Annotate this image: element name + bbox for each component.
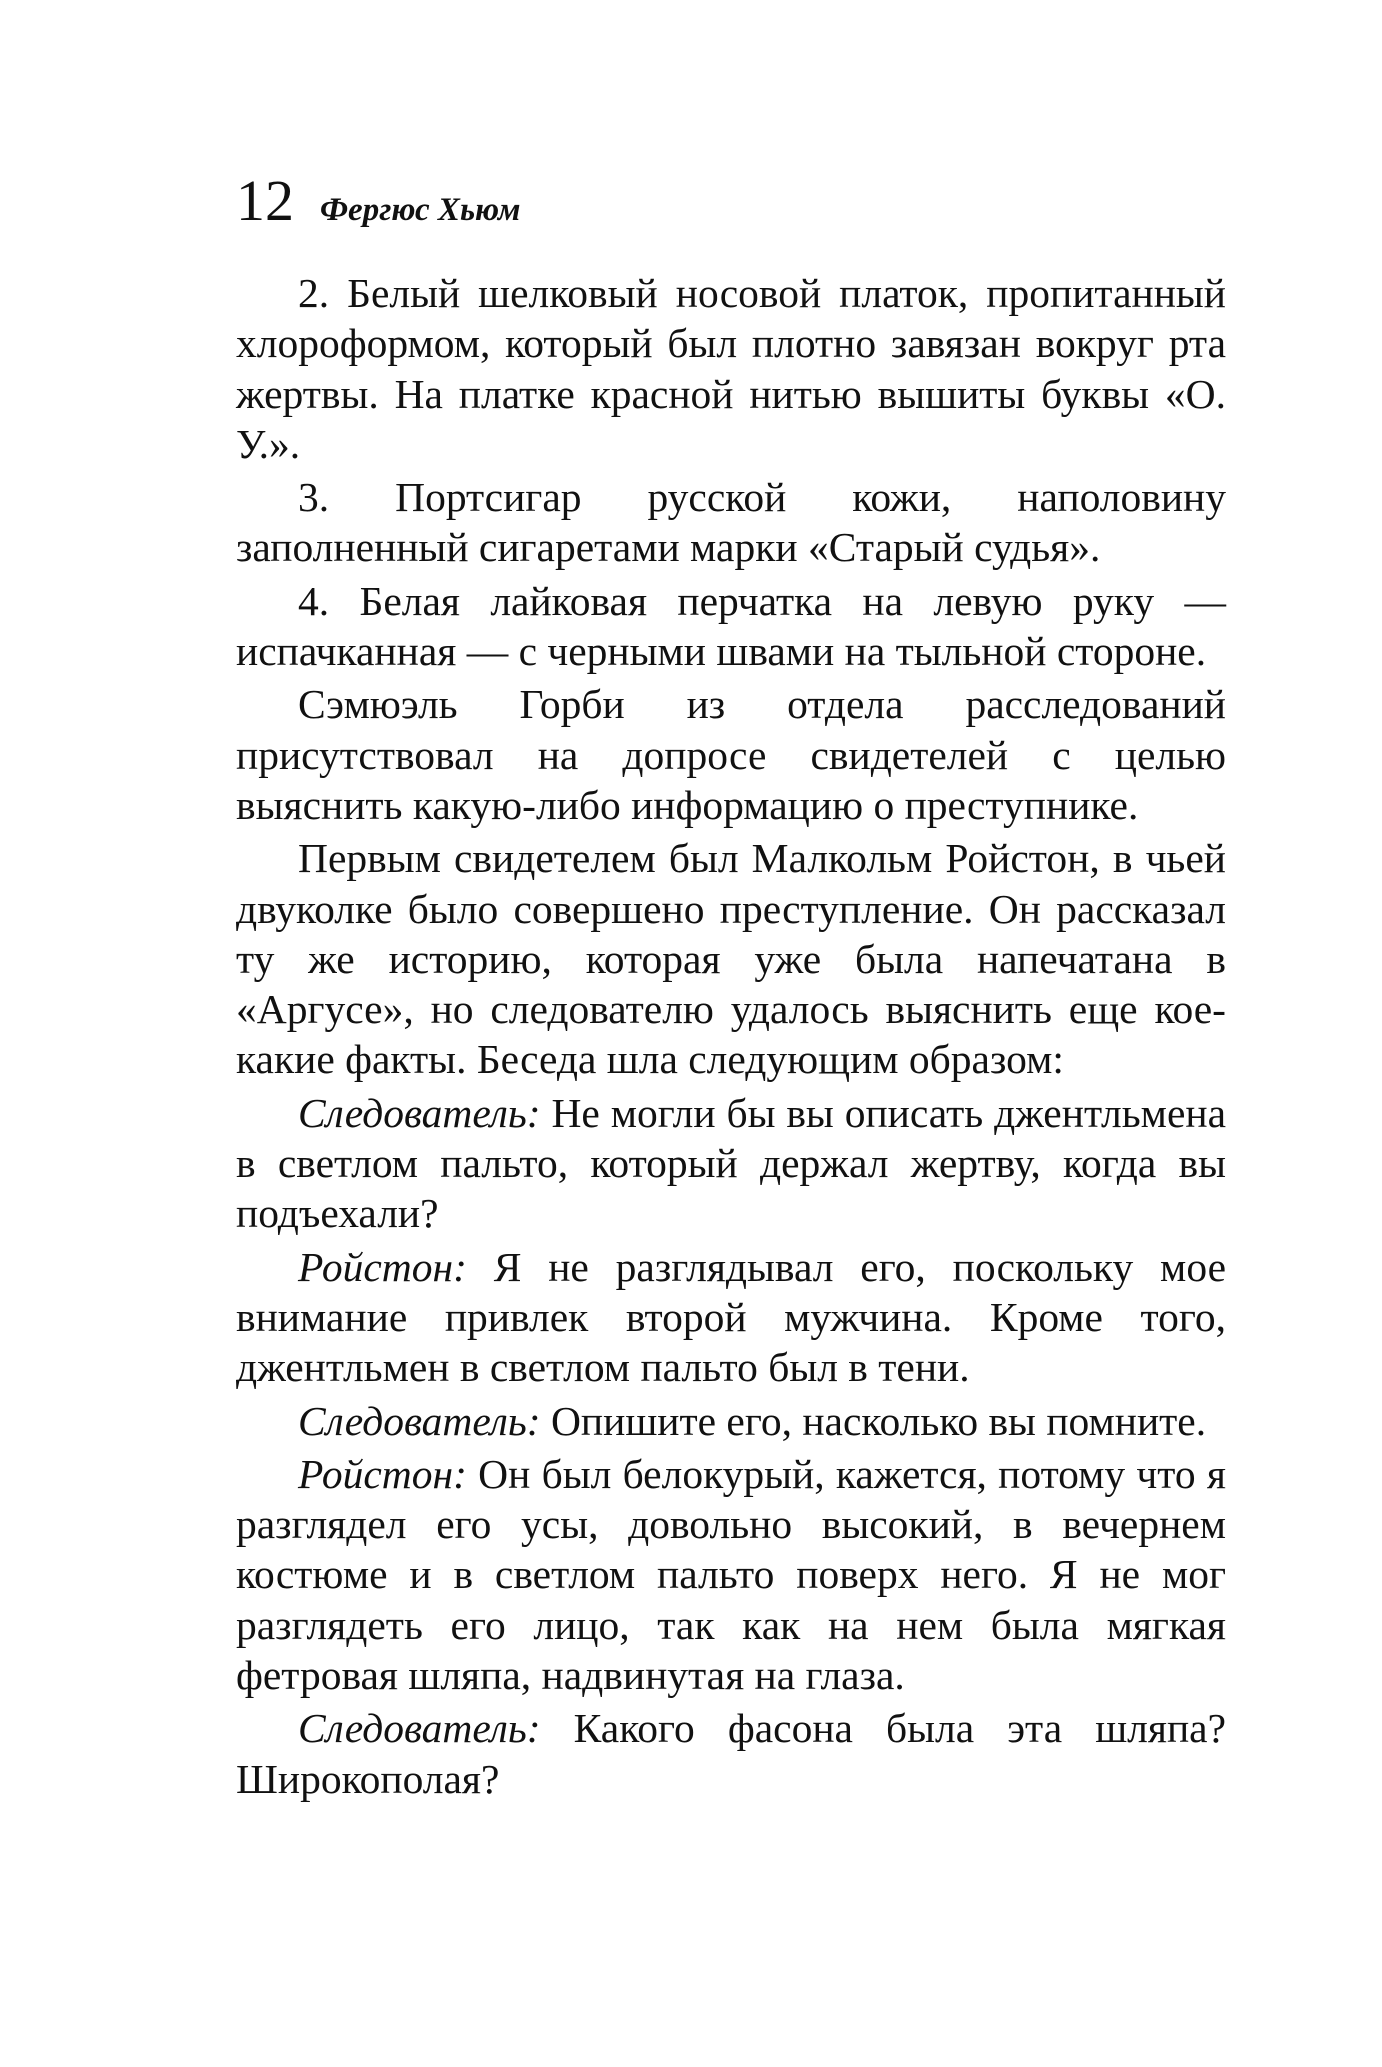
paragraph-text: 4. Белая лайковая перчатка на левую руку — испачканная — с черными швами на тыльной стороне. bbox=[236, 577, 1226, 675]
dialogue-line bbox=[236, 1703, 1226, 1804]
body-text bbox=[236, 268, 1226, 1807]
dialogue-line bbox=[236, 1088, 1226, 1239]
speaker-label: Ройстон: bbox=[298, 1243, 467, 1290]
paragraph-item-4 bbox=[236, 576, 1226, 677]
dialogue-text: Опишите его, насколько вы помните. bbox=[540, 1397, 1207, 1444]
dialogue-text: Какого фасона была эта шляпа? Широкополая? bbox=[236, 1705, 1226, 1802]
paragraph-text: 2. Белый шелковый носовой платок, пропитанный хлороформом, который был плотно завязан вокруг рта жертвы. На платке красной нитью вышиты буквы «О. У.». bbox=[236, 270, 1226, 467]
running-head bbox=[236, 168, 521, 233]
page-number: 12 bbox=[236, 168, 294, 233]
paragraph-item-2 bbox=[236, 268, 1226, 469]
dialogue-text: Я не разглядывал его, поскольку мое внимание привлек второй мужчина. Кроме того, джентльмен в светлом пальто был в тени. bbox=[236, 1243, 1226, 1391]
speaker-label: Следователь: bbox=[298, 1705, 541, 1752]
paragraph-text: Первым свидетелем был Малкольм Ройстон, в чьей двуколке было совершено преступление. Он рассказал ту же историю, которая уже была напечатана в «Аргусе», но следователю удалось выяснить еще кое-какие факты. Беседа шла следующим образом: bbox=[236, 835, 1226, 1083]
paragraph-royston-witness bbox=[236, 833, 1226, 1084]
dialogue-line bbox=[236, 1449, 1226, 1700]
speaker-label: Следователь: bbox=[298, 1089, 541, 1136]
speaker-label: Следователь: bbox=[298, 1397, 541, 1444]
speaker-label: Ройстон: bbox=[298, 1450, 467, 1497]
paragraph-text: 3. Портсигар русской кожи, наполовину заполненный сигаретами марки «Старый судья». bbox=[236, 474, 1226, 571]
running-title-author: Фергюс Хьюм bbox=[320, 192, 521, 228]
dialogue-line bbox=[236, 1396, 1226, 1446]
dialogue-line bbox=[236, 1242, 1226, 1393]
paragraph-text: Сэмюэль Горби из отдела расследований присутствовал на допросе свидетелей с целью выяснить какую-либо информацию о преступнике. bbox=[236, 681, 1226, 828]
paragraph-item-3 bbox=[236, 472, 1226, 573]
dialogue-text: Не могли бы вы описать джентльмена в светлом пальто, который держал жертву, когда вы подъехали? bbox=[236, 1089, 1226, 1237]
dialogue-text: Он был белокурый, кажется, потому что я разглядел его усы, довольно высокий, в вечернем костюме и в светлом пальто поверх него. Я не мог разглядеть его лицо, так как на нем была мягкая фетровая шляпа, надвинутая на глаза. bbox=[236, 1450, 1226, 1699]
paragraph-gorby bbox=[236, 679, 1226, 830]
